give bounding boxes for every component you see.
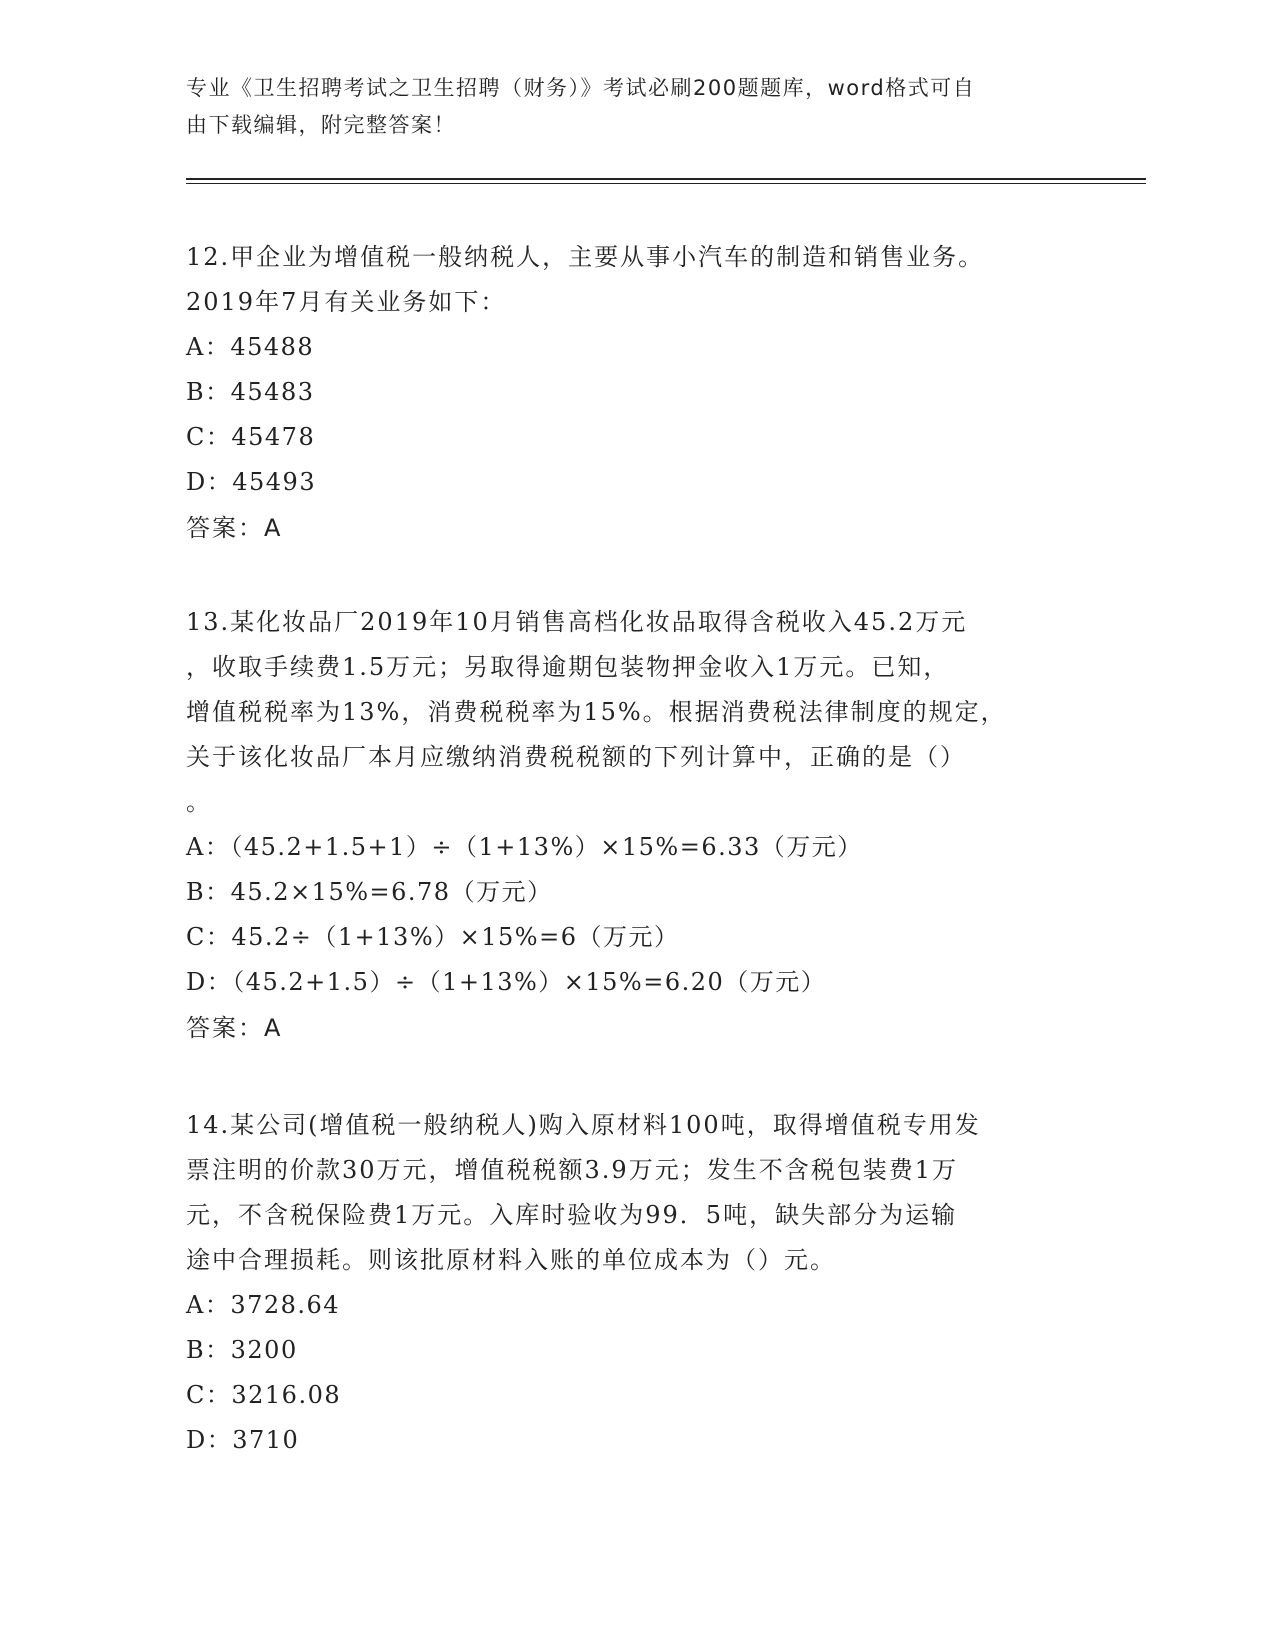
stem-line: 12.甲企业为增值税一般纳税人，主要从事小汽车的制造和销售业务。 [186,243,985,271]
stem-line: 。 [186,788,212,816]
option-d: D：3710 [186,1426,300,1454]
header-line-1: 专业《卫生招聘考试之卫生招聘（财务）》考试必刷200题题库，word格式可自 [186,76,976,100]
question-12 [186,235,1066,551]
option-d: D：（45.2+1.5）÷（1+13%）×15%=6.20（万元） [186,968,827,996]
option-a: A：（45.2+1.5+1）÷（1+13%）×15%=6.33（万元） [186,833,863,861]
stem-line: 13.某化妆品厂2019年10月销售高档化妆品取得含税收入45.2万元 [186,608,968,636]
answer: 答案：A [186,514,283,542]
header-divider [186,178,1146,180]
stem-line: 14.某公司(增值税一般纳税人)购入原材料100吨，取得增值税专用发 [186,1111,981,1139]
option-a: A：3728.64 [186,1291,341,1319]
option-b: B：45483 [186,378,315,406]
question-13 [186,600,1066,1051]
stem-line: 关于该化妆品厂本月应缴纳消费税税额的下列计算中，正确的是（） [186,743,966,771]
option-c: C：3216.08 [186,1381,342,1409]
option-c: C：45478 [186,423,316,451]
header-divider-thin [186,183,1146,184]
header-line-2: 由下载编辑，附完整答案！ [186,113,456,137]
stem-line: 增值税税率为13%，消费税税率为15%。根据消费税法律制度的规定， [186,698,1007,726]
option-a: A：45488 [186,333,315,361]
stem-line: 元，不含税保险费1万元。入库时验收为99．5吨，缺失部分为运输 [186,1201,958,1229]
answer: 答案：A [186,1014,283,1042]
option-b: B：45.2×15%=6.78（万元） [186,878,553,906]
question-14 [186,1103,1066,1463]
stem-line: 2019年7月有关业务如下： [186,288,507,316]
document-header [186,70,1086,144]
stem-line: 票注明的价款30万元，增值税税额3.9万元；发生不含税包装费1万 [186,1156,958,1184]
question-stem [186,235,1066,325]
stem-line: 途中合理损耗。则该批原材料入账的单位成本为（）元。 [186,1246,836,1274]
stem-line: ，收取手续费1.5万元；另取得逾期包装物押金收入1万元。已知， [186,653,950,681]
option-d: D：45493 [186,468,317,496]
question-stem [186,1103,1066,1283]
question-stem [186,600,1066,825]
option-c: C：45.2÷（1+13%）×15%=6（万元） [186,923,680,951]
option-b: B：3200 [186,1336,298,1364]
